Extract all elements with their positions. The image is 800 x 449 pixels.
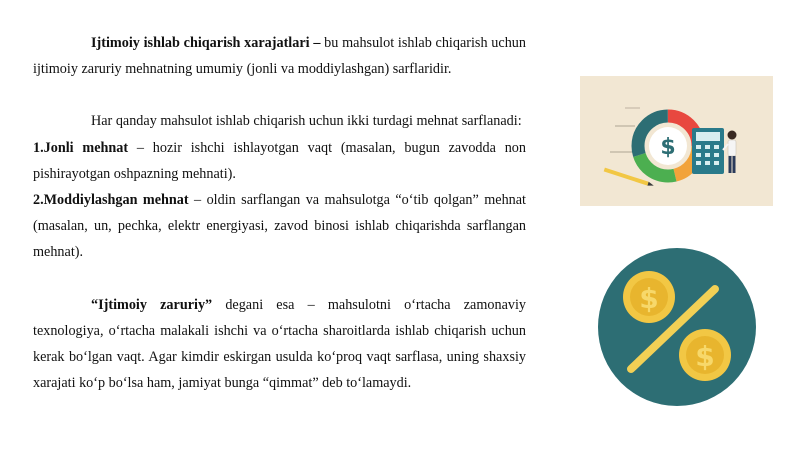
materialized-labor-term: 2.Moddiylashgan mehnat — [33, 192, 189, 209]
socially-necessary-text: degani esa – mahsulotni o‘rtacha zamonaviy texnologiya, o‘rtacha malakali ishchi va o‘rtacha sharoitlarda ishlab chiqarish uchun kerak bo‘lgan vaqt. Agar kimdir eskirgan usulda ko‘proq vaqt sarflasa, uning shaxsiy xarajati ko‘p bo‘lsa ham, jamiyat bunga “qimmat” deb to‘lamaydi. — [33, 296, 526, 392]
materialized-labor-text: – oldin sarflangan va mahsulotga “o‘tib qolgan” mehnat (masalan, un, pechka, elektr energiyasi, zavod binosi ishlab chiqarishda sarflangan mehnat). — [33, 192, 527, 261]
definition-paragraph — [33, 30, 526, 82]
percent-icon — [597, 247, 757, 407]
socially-necessary-term: “Ijtimoiy zaruriy” — [91, 296, 213, 313]
finance-chart-icon — [580, 76, 773, 206]
finance-chart-calculator-illustration — [580, 76, 773, 206]
svg-text:$: $ — [639, 282, 659, 315]
main-text — [33, 30, 526, 396]
definition-term: Ijtimoiy ishlab chiqarish xarajatlari – — [91, 35, 321, 51]
living-labor-text: – hozir ishchi ishlayotgan vaqt (masalan, bugun zavodda non pishirayotgan oshpazning mehnati). — [33, 139, 526, 182]
living-labor-term: 1.Jonli mehnat — [33, 139, 129, 156]
list-item-living-labor — [33, 135, 526, 187]
list-item-materialized-labor — [33, 187, 526, 266]
svg-text:$: $ — [660, 135, 676, 160]
coin-icon — [679, 329, 731, 381]
coin-icon — [623, 271, 675, 323]
definition-text: bu mahsulot ishlab chiqarish uchun ijtimoiy zaruriy mehnatning umumiy (jonli va moddiylashgan) sarflaridir. — [33, 35, 526, 78]
svg-text:$: $ — [695, 340, 715, 373]
percent-coins-icon — [597, 247, 757, 407]
labor-types-intro: Har qanday mahsulot ishlab chiqarish uchun ikki turdagi mehnat sarflanadi: — [91, 113, 522, 130]
socially-necessary-paragraph — [33, 292, 526, 397]
